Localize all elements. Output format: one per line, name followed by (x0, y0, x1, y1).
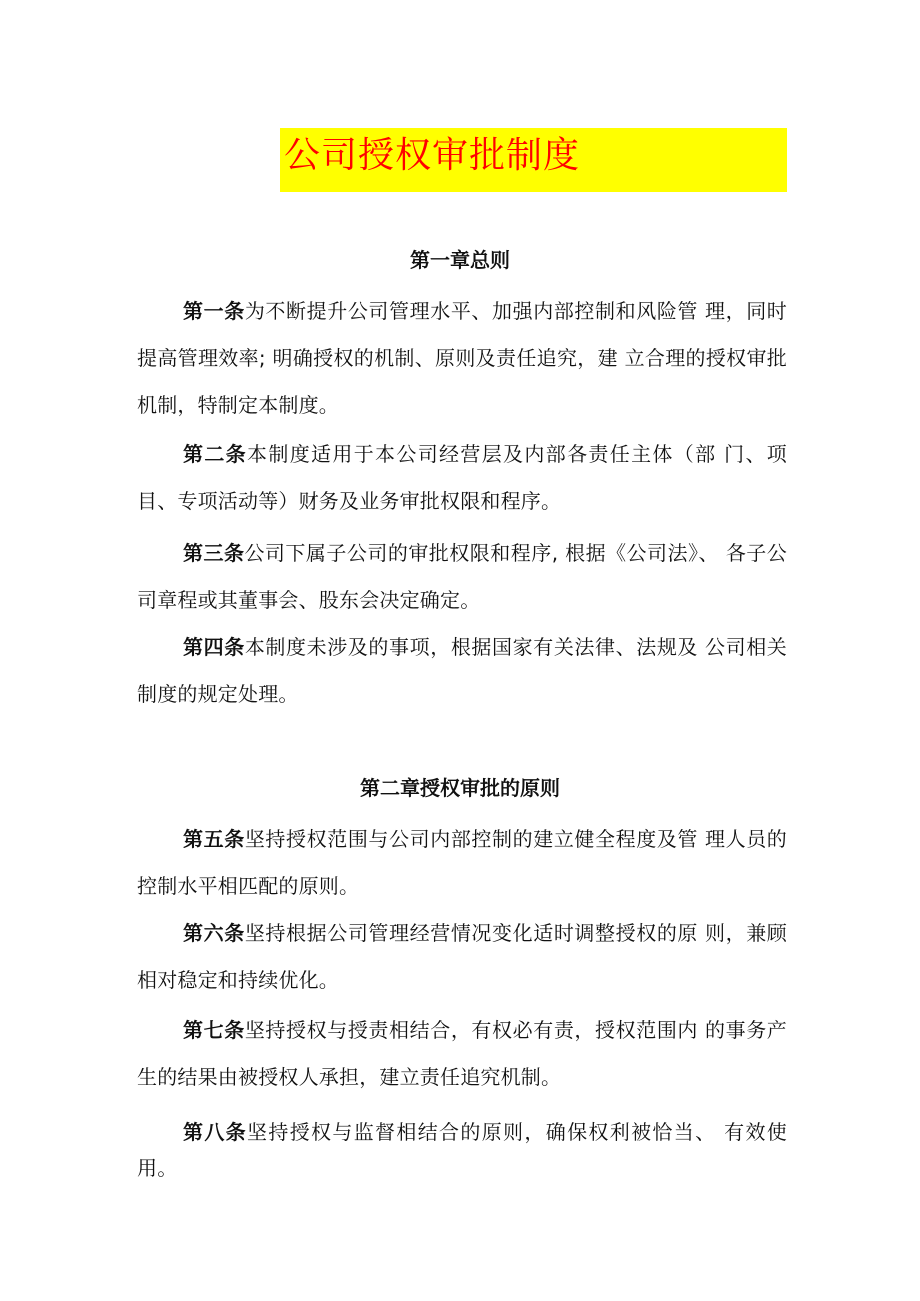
article-text: 本制度未涉及的事项，根据国家有关法律、法规及 公司相关制度的规定处理。 (137, 635, 787, 706)
article-text: 坚持根据公司管理经营情况变化适时调整授权的原 则，兼顾相对稳定和持续优化。 (137, 921, 787, 992)
article-text: 坚持授权与授责相结合，有权必有责，授权范围内 的事务产生的结果由被授权人承担，建立责任追究机制。 (137, 1018, 787, 1089)
article-3 (137, 530, 787, 624)
article-5 (137, 816, 787, 910)
article-text: 坚持授权与监督相结合的原则，确保权利被恰当、 有效使用。 (137, 1120, 787, 1180)
chapter-1-heading: 第一章总则 (410, 248, 510, 272)
article-label: 第五条 (183, 827, 245, 851)
article-label: 第三条 (183, 541, 245, 565)
chapter-2-heading: 第二章授权审批的原则 (360, 776, 560, 800)
article-6 (137, 910, 787, 1004)
title-highlight (280, 128, 787, 192)
article-8 (137, 1114, 787, 1186)
article-label: 第八条 (183, 1120, 248, 1144)
article-label: 第一条 (183, 299, 245, 323)
article-4 (137, 624, 787, 718)
document-title: 公司授权审批制度 (284, 135, 581, 176)
article-label: 第二条 (183, 442, 248, 466)
article-text: 本制度适用于本公司经营层及内部各责任主体（部 门、项目、专项活动等）财务及业务审批权限和程序。 (137, 442, 787, 513)
article-text: 为不断提升公司管理水平、加强内部控制和风险管 理，同时提高管理效率; 明确授权的机制、原则及责任追究，建 立合理的授权审批机制，特制定本制度。 (137, 299, 787, 417)
article-text: 公司下属子公司的审批权限和程序, 根据《公司法》、 各子公司章程或其董事会、股东会决定确定。 (137, 541, 787, 612)
article-7 (137, 1007, 787, 1101)
article-label: 第七条 (183, 1018, 245, 1042)
article-text: 坚持授权范围与公司内部控制的建立健全程度及管 理人员的控制水平相匹配的原则。 (137, 827, 787, 898)
article-label: 第四条 (183, 635, 245, 659)
article-1 (137, 288, 787, 429)
article-2 (137, 431, 787, 525)
article-label: 第六条 (183, 921, 245, 945)
